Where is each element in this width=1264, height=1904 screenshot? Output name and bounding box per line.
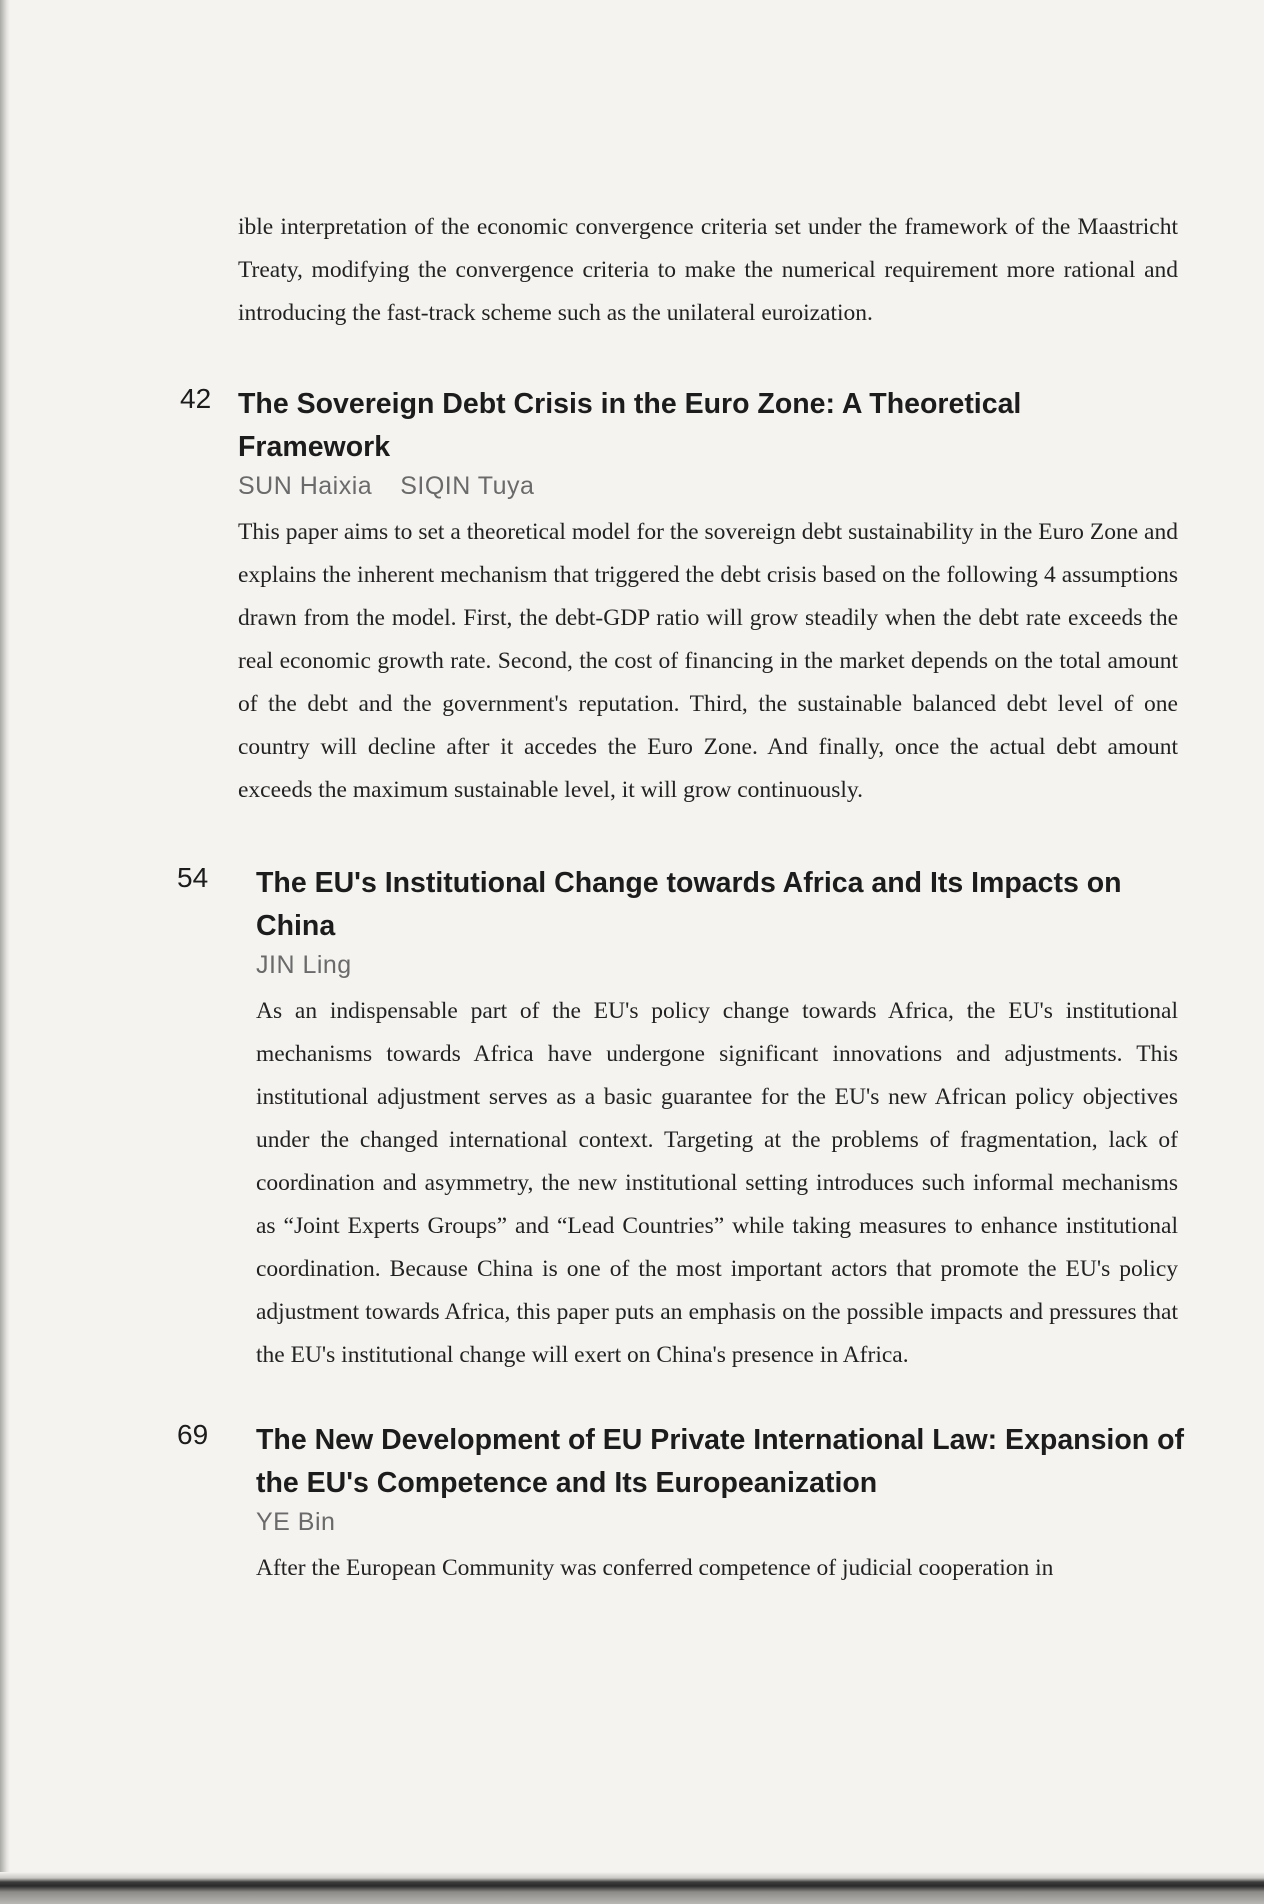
entry-authors xyxy=(256,948,1196,982)
author-name: YE Bin xyxy=(256,1508,336,1536)
toc-entry xyxy=(177,862,1196,1377)
entry-page-number: 54 xyxy=(177,862,209,893)
author-name: SIQIN Tuya xyxy=(400,472,535,500)
entry-page-number: 69 xyxy=(177,1419,209,1450)
author-name: SUN Haixia xyxy=(238,472,373,500)
author-name: JIN Ling xyxy=(256,951,352,979)
intro-paragraph: ible interpretation of the economic convergence criteria set under the framework of the Maastricht Treaty, modifying the convergence criteria to make the numerical requirement more rational and introducing the fast-track scheme such as the unilateral euroization. xyxy=(238,214,1178,326)
entry-title: The New Development of EU Private International Law: Expansion of the EU's Competence and Its Europeanization xyxy=(256,1424,1184,1499)
entry-abstract: After the European Community was conferred competence of judicial cooperation in xyxy=(256,1555,1054,1581)
entry-page-number: 42 xyxy=(180,383,212,414)
entry-abstract: This paper aims to set a theoretical model for the sovereign debt sustainability in the Euro Zone and explains the inherent mechanism that triggered the debt crisis based on the following 4 assumptions drawn from the model. First, the debt-GDP ratio will grow steadily when the debt rate exceeds the real economic growth rate. Second, the cost of financing in the market depends on the total amount of the debt and the government's reputation. Third, the sustainable balanced debt level of one country will decline after it accedes the Euro Zone. And finally, once the actual debt amount exceeds the maximum sustainable level, it will grow continuously. xyxy=(238,519,1178,803)
toc-entry xyxy=(177,1419,1196,1590)
entry-title: The EU's Institutional Change towards Africa and Its Impacts on China xyxy=(256,867,1122,942)
entry-abstract: As an indispensable part of the EU's policy change towards Africa, the EU's institutional mechanisms towards Africa have undergone significant innovations and adjustments. This institutional adjustment serves as a basic guarantee for the EU's new African policy objectives under the changed international context. Targeting at the problems of fragmentation, lack of coordination and asymmetry, the new institutional setting introduces such informal mechanisms as “Joint Experts Groups” and “Lead Countries” while taking measures to enhance institutional coordination. Because China is one of the most important actors that promote the EU's policy adjustment towards Africa, this paper puts an emphasis on the possible impacts and pressures that the EU's institutional change will exert on China's presence in Africa. xyxy=(256,998,1178,1368)
entry-title: The Sovereign Debt Crisis in the Euro Zone: A Theoretical Framework xyxy=(238,388,1022,463)
scan-bottom-edge xyxy=(0,1872,1264,1904)
toc-entry xyxy=(180,383,1178,812)
document-body xyxy=(177,206,1184,1590)
entry-authors xyxy=(238,469,1178,503)
page-edge-shadow xyxy=(0,0,10,1904)
entry-authors xyxy=(256,1505,1196,1539)
